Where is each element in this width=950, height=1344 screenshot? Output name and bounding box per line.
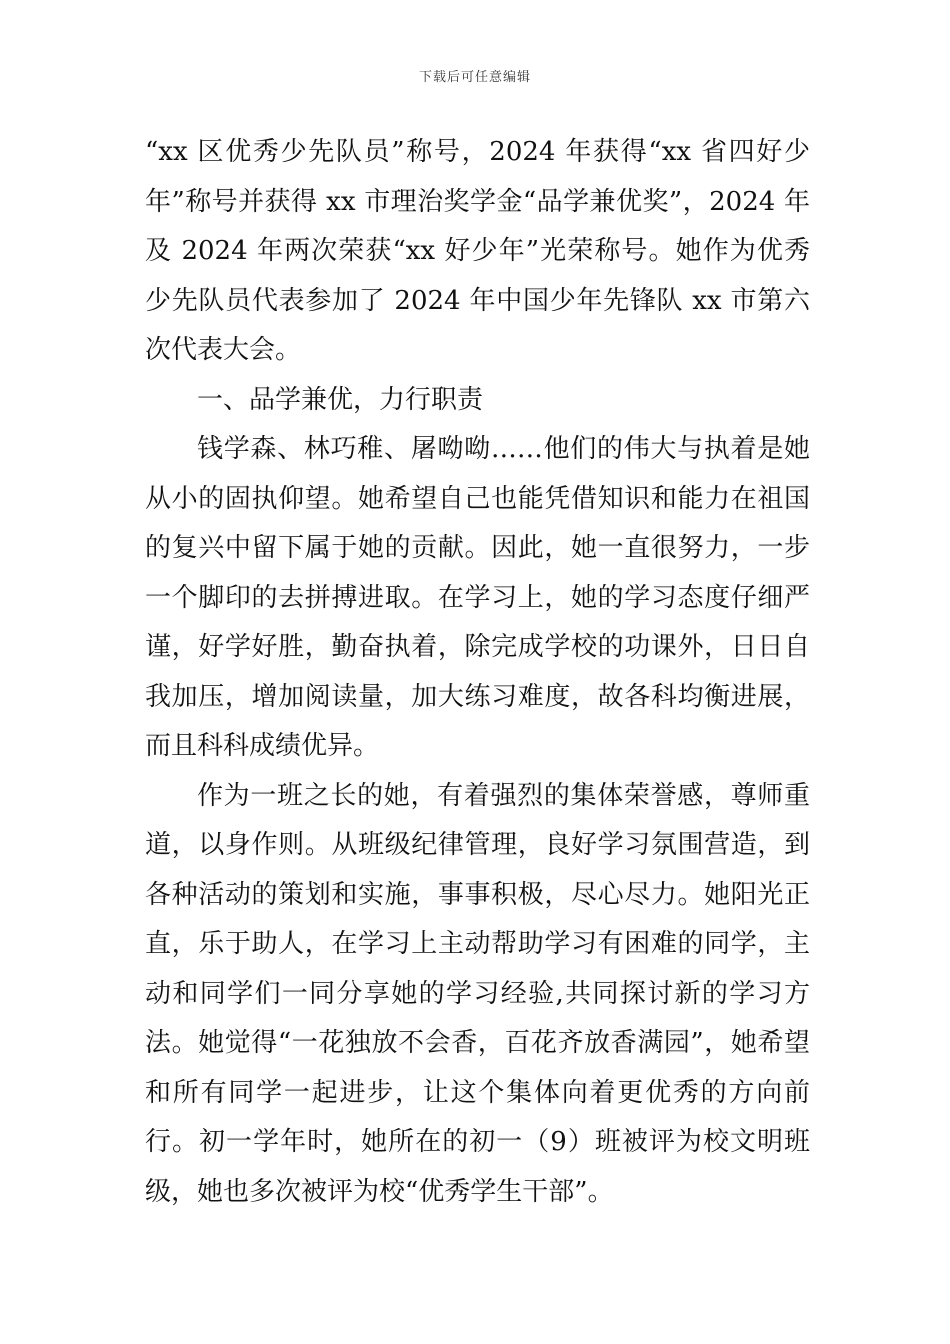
section-heading: 一、品学兼优，力行职责 (197, 384, 484, 415)
page-header: 下载后可任意编辑 (418, 70, 531, 85)
document-body (145, 128, 810, 1217)
paragraph-leadership: 作为一班之长的她，有着强烈的集体荣誉感，尊师重道，以身作则。从班级纪律管理，良好学习氛围营造，到各种活动的策划和实施，事事积极，尽心尽力。她阳光正直，乐于助人，在学习上主动帮助学习有困难的同学，主动和同学们一同分享她的学习经验,共同探讨新的学习方法。她觉得“一花独放不会香，百花齐放香满园”，她希望和所有同学一起进步，让这个集体向着更优秀的方向前行。初一学年时，她所在的初一（9）班被评为校文明班级，她也多次被评为校“优秀学生干部”。 (145, 780, 810, 1207)
paragraph-study: 钱学森、林巧稚、屠呦呦……他们的伟大与执着是她从小的固执仰望。她希望自己也能凭借知识和能力在祖国的复兴中留下属于她的贡献。因此，她一直很努力，一步一个脚印的去拼搏进取。在学习上，她的学习态度仔细严谨，好学好胜，勤奋执着，除完成学校的功课外，日日自我加压，增加阅读量，加大练习难度，故各科均衡进展，而且科科成绩优异。 (145, 434, 810, 761)
paragraph-honors: “xx 区优秀少先队员”称号，2024 年获得“xx 省四好少年”称号并获得 xx 市理治奖学金“品学兼优奖”，2024 年及 2024 年两次荣获“xx 好少年”光荣称号。她作为优秀少先队员代表参加了 2024 年中国少年先锋队 xx 市第六次代表大会。 (145, 137, 810, 365)
